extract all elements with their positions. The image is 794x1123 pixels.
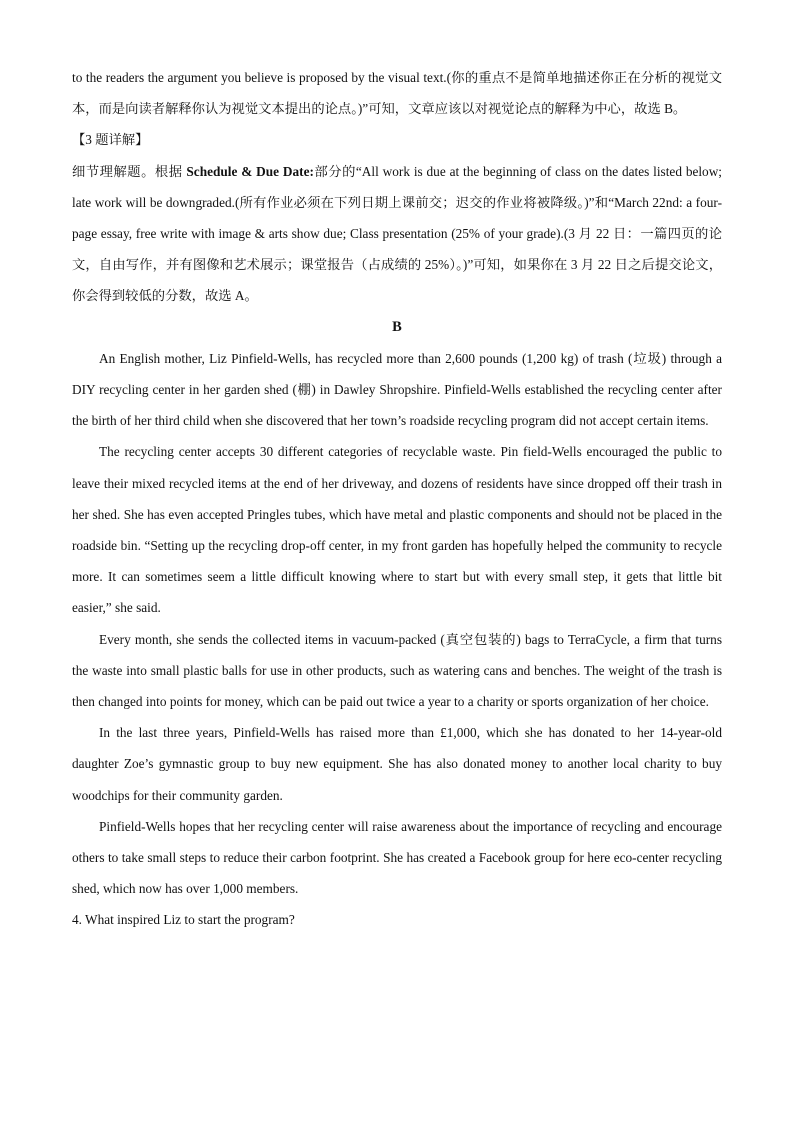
passage-b-paragraph-4: In the last three years, Pinfield-Wells has raised more than £1,000, which she has donated to her 14-year-old daughter Zoe’s gymnastic group to buy new equipment. She has also donated money to another local charity to buy woodchips for their community garden. — [72, 725, 722, 803]
explanation-2-tail: to the readers the argument you believe is proposed by the visual text.(你的重点不是简单地描述你正在分析的视觉文本，而是向读者解释你认为视觉文本提出的论点。)”可知，文章应该以对视觉论点的解释为中心，故选 B。 — [72, 70, 722, 117]
passage-b-paragraph-1: An English mother, Liz Pinfield-Wells, has recycled more than 2,600 pounds (1,200 kg) of trash (垃圾) through a DIY recycling center in her garden shed (棚) in Dawley Shropshire. Pinfield-Wells established the recycling center after the birth of her third child when she discovered that her town’s roadside recycling program did not accept certain items. — [72, 350, 722, 429]
passage-b-paragraph-2: The recycling center accepts 30 different categories of recyclable waste. Pin field-Wells encouraged the public to leave their mixed recycled items at the end of her driveway, and dozens of residents have since dropped off their trash in her shed. She has even accepted Pringles tubes, which have metal and plastic components and should not be placed in the roadside bin. “Setting up the recycling drop-off center, in my front garden has hopefully helped the community to recycle more. It can sometimes seem a little difficult knowing where to start but with every small step, it gets that little bit easier,” she said. — [72, 444, 722, 616]
explanation-3-body — [72, 156, 722, 312]
passage-b-paragraph-3: Every month, she sends the collected items in vacuum-packed (真空包装的) bags to TerraCycle, a firm that turns the waste into small plastic balls for use in other products, such as watering cans and benches. The weight of the trash is then changed into points for money, which can be paid out twice a year to a charity or sports organization of her choice. — [72, 631, 722, 710]
passage-b-label: B — [392, 318, 402, 335]
explanation-3-intro: 细节理解题。根据 — [72, 163, 187, 179]
explanation-3-bold-term: Schedule & Due Date: — [186, 163, 314, 179]
explanation-3-heading: 【3 题详解】 — [72, 132, 149, 148]
question-4: 4. What inspired Liz to start the program? — [72, 912, 295, 928]
explanation-3-text: 部分的“All work is due at the beginning of class on the dates listed below; late work will be downgraded.(所有作业必须在下列日期上课前交；迟交的作业将被降级。)”和“March 22nd: a four-page essay, free write with image & arts show due; Class presentation (25% of your grade).(3 月 22 日：一篇四页的论文，自由写作，并有图像和艺术展示；课堂报告（占成绩的 25%）。)”可知，如果你在 3 月 22 日之后提交论文，你会得到较低的分数，故选 A。 — [72, 163, 723, 304]
document-page — [72, 62, 722, 936]
passage-b-paragraph-5: Pinfield-Wells hopes that her recycling center will raise awareness about the importance of recycling and encourage others to take small steps to reduce their carbon footprint. She has created a Facebook group for here eco-center recycling shed, which now has over 1,000 members. — [72, 818, 722, 897]
